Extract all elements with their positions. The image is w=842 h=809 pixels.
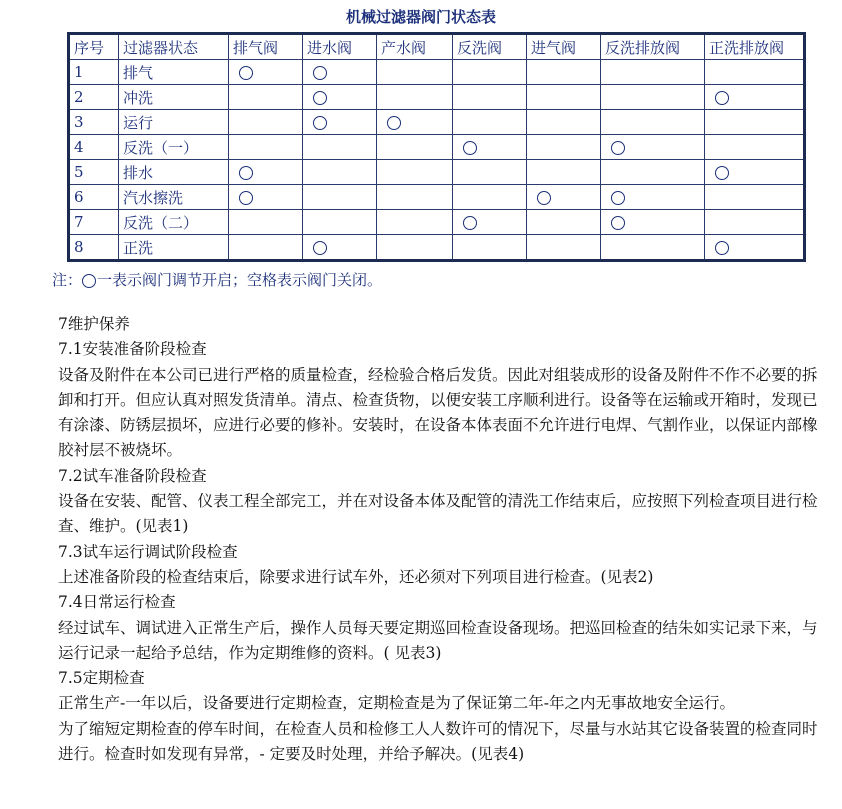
open-valve-circle-icon (387, 116, 401, 130)
row-number: 3 (69, 110, 119, 135)
paragraph: 经过试车、调试进入正常生产后，操作人员每天要定期巡回检查设备现场。把巡回检查的结朱如实记录下来，与运行记录一起给予总结，作为定期维修的资料。( 见表3) (58, 618, 818, 662)
valve-cell (705, 110, 805, 135)
valve-cell (229, 185, 303, 210)
column-header: 正洗排放阀 (705, 34, 805, 60)
valve-cell (453, 110, 527, 135)
maintenance-section (58, 312, 828, 767)
valve-cell (229, 160, 303, 185)
valve-cell (377, 60, 453, 85)
open-valve-circle-icon (715, 91, 729, 105)
valve-cell (705, 135, 805, 160)
valve-cell (527, 210, 601, 235)
table-row (69, 235, 805, 261)
valve-cell (229, 135, 303, 160)
valve-cell (453, 60, 527, 85)
column-header: 序号 (69, 34, 119, 60)
open-valve-circle-icon (313, 116, 327, 130)
valve-cell (601, 85, 705, 110)
valve-cell (303, 235, 377, 261)
valve-cell (705, 210, 805, 235)
filter-state: 反洗（一） (119, 135, 229, 160)
valve-cell (527, 135, 601, 160)
filter-state: 排气 (119, 60, 229, 85)
valve-cell (377, 210, 453, 235)
valve-cell (229, 110, 303, 135)
valve-cell (601, 110, 705, 135)
valve-cell (453, 235, 527, 261)
filter-state: 汽水擦洗 (119, 185, 229, 210)
column-header: 进水阀 (303, 34, 377, 60)
valve-cell (229, 60, 303, 85)
open-valve-circle-icon (239, 66, 253, 80)
valve-cell (303, 185, 377, 210)
section-heading: 7维护保养 (58, 315, 130, 333)
valve-cell (527, 110, 601, 135)
valve-cell (303, 85, 377, 110)
open-valve-circle-icon (463, 216, 477, 230)
valve-cell (229, 210, 303, 235)
valve-cell (705, 235, 805, 261)
row-number: 7 (69, 210, 119, 235)
column-header: 产水阀 (377, 34, 453, 60)
valve-cell (453, 85, 527, 110)
column-header: 排气阀 (229, 34, 303, 60)
valve-cell (527, 160, 601, 185)
valve-cell (377, 85, 453, 110)
valve-cell (527, 185, 601, 210)
valve-cell (705, 60, 805, 85)
valve-cell (453, 185, 527, 210)
subsection-heading: 7.2试车准备阶段检查 (58, 466, 207, 485)
open-valve-circle-icon (313, 91, 327, 105)
table-row (69, 160, 805, 185)
open-valve-circle-icon (537, 191, 551, 205)
valve-cell (377, 135, 453, 160)
valve-cell (601, 160, 705, 185)
table-row (69, 85, 805, 110)
column-header: 反洗排放阀 (601, 34, 705, 60)
subsection-heading: 7.3试车运行调试阶段检查 (58, 542, 238, 561)
column-header: 进气阀 (527, 34, 601, 60)
column-header: 反洗阀 (453, 34, 527, 60)
valve-cell (705, 85, 805, 110)
table-row (69, 110, 805, 135)
paragraph: 上述准备阶段的检查结束后，除要求进行试车外，还必须对下列项目进行检查。(见表2) (58, 567, 654, 586)
valve-cell (377, 110, 453, 135)
filter-state: 反洗（二） (119, 210, 229, 235)
column-header: 过滤器状态 (119, 34, 229, 60)
note-text: 一表示阀门调节开启；空格表示阀门关闭。 (97, 271, 383, 289)
table-title: 机械过滤器阀门状态表 (345, 8, 496, 26)
valve-cell (303, 135, 377, 160)
paragraph: 正常生产-一年以后，设备要进行定期检查，定期检查是为了保证第二年-年之内无事故地安全运行。 (58, 694, 735, 713)
paragraph: 为了缩短定期检查的停车时间，在检查人员和检修工人人数许可的情况下，尽量与水站其它设备装置的检查同时进行。检查时如发现有异常，- 定要及时处理，并给予解决。(见表4) (58, 719, 818, 764)
valve-cell (601, 235, 705, 261)
valve-cell (229, 235, 303, 261)
table-row (69, 210, 805, 235)
open-valve-circle-icon (611, 191, 625, 205)
row-number: 4 (69, 135, 119, 160)
filter-state: 正洗 (119, 235, 229, 261)
open-valve-circle-icon (239, 166, 253, 180)
open-valve-circle-icon (82, 274, 96, 288)
valve-cell (705, 160, 805, 185)
valve-cell (303, 110, 377, 135)
filter-state: 排水 (119, 160, 229, 185)
valve-cell (303, 160, 377, 185)
row-number: 8 (69, 235, 119, 261)
open-valve-circle-icon (463, 141, 477, 155)
valve-cell (453, 160, 527, 185)
valve-cell (601, 135, 705, 160)
subsection-heading: 7.1安装准备阶段检查 (58, 340, 207, 359)
open-valve-circle-icon (313, 66, 327, 80)
valve-cell (303, 210, 377, 235)
filter-state: 冲洗 (119, 85, 229, 110)
valve-cell (527, 235, 601, 261)
open-valve-circle-icon (611, 141, 625, 155)
valve-cell (453, 210, 527, 235)
table-note (52, 269, 382, 290)
valve-cell (527, 60, 601, 85)
valve-cell (377, 160, 453, 185)
valve-status-table (67, 32, 806, 262)
subsection-heading: 7.4日常运行检查 (58, 593, 176, 612)
valve-cell (601, 185, 705, 210)
valve-cell (705, 185, 805, 210)
valve-cell (229, 85, 303, 110)
paragraph: 设备在安装、配管、仪表工程全部完工，并在对设备本体及配管的清洗工作结束后，应按照下列检查项目进行检查、维护。(见表1) (58, 492, 818, 536)
valve-cell (601, 210, 705, 235)
paragraph: 设备及附件在本公司已进行严格的质量检查，经检验合格后发货。因此对组装成形的设备及附件不作不必要的拆卸和打开。但应认真对照发货清单。清点、检查货物，以便安装工序顺利进行。设备等在运输或开箱时，发现已有涂漆、防锈层损坏，应进行必要的修补。安装时，在设备本体表面不允许进行电焊、气割作业，以保证内部橡胶衬层不被烧坏。 (58, 365, 818, 460)
valve-cell (377, 235, 453, 261)
open-valve-circle-icon (239, 191, 253, 205)
open-valve-circle-icon (611, 216, 625, 230)
note-prefix: 注： (52, 271, 83, 289)
valve-cell (303, 60, 377, 85)
open-valve-circle-icon (715, 166, 729, 180)
valve-cell (377, 185, 453, 210)
row-number: 6 (69, 185, 119, 210)
table-row (69, 135, 805, 160)
table-row (69, 185, 805, 210)
valve-cell (527, 85, 601, 110)
row-number: 2 (69, 85, 119, 110)
open-valve-circle-icon (313, 241, 327, 255)
valve-cell (601, 60, 705, 85)
row-number: 1 (69, 60, 119, 85)
row-number: 5 (69, 160, 119, 185)
table-row (69, 60, 805, 85)
valve-cell (453, 135, 527, 160)
table-header-row (69, 34, 805, 60)
filter-state: 运行 (119, 110, 229, 135)
open-valve-circle-icon (715, 241, 729, 255)
subsection-heading: 7.5定期检查 (58, 669, 145, 688)
